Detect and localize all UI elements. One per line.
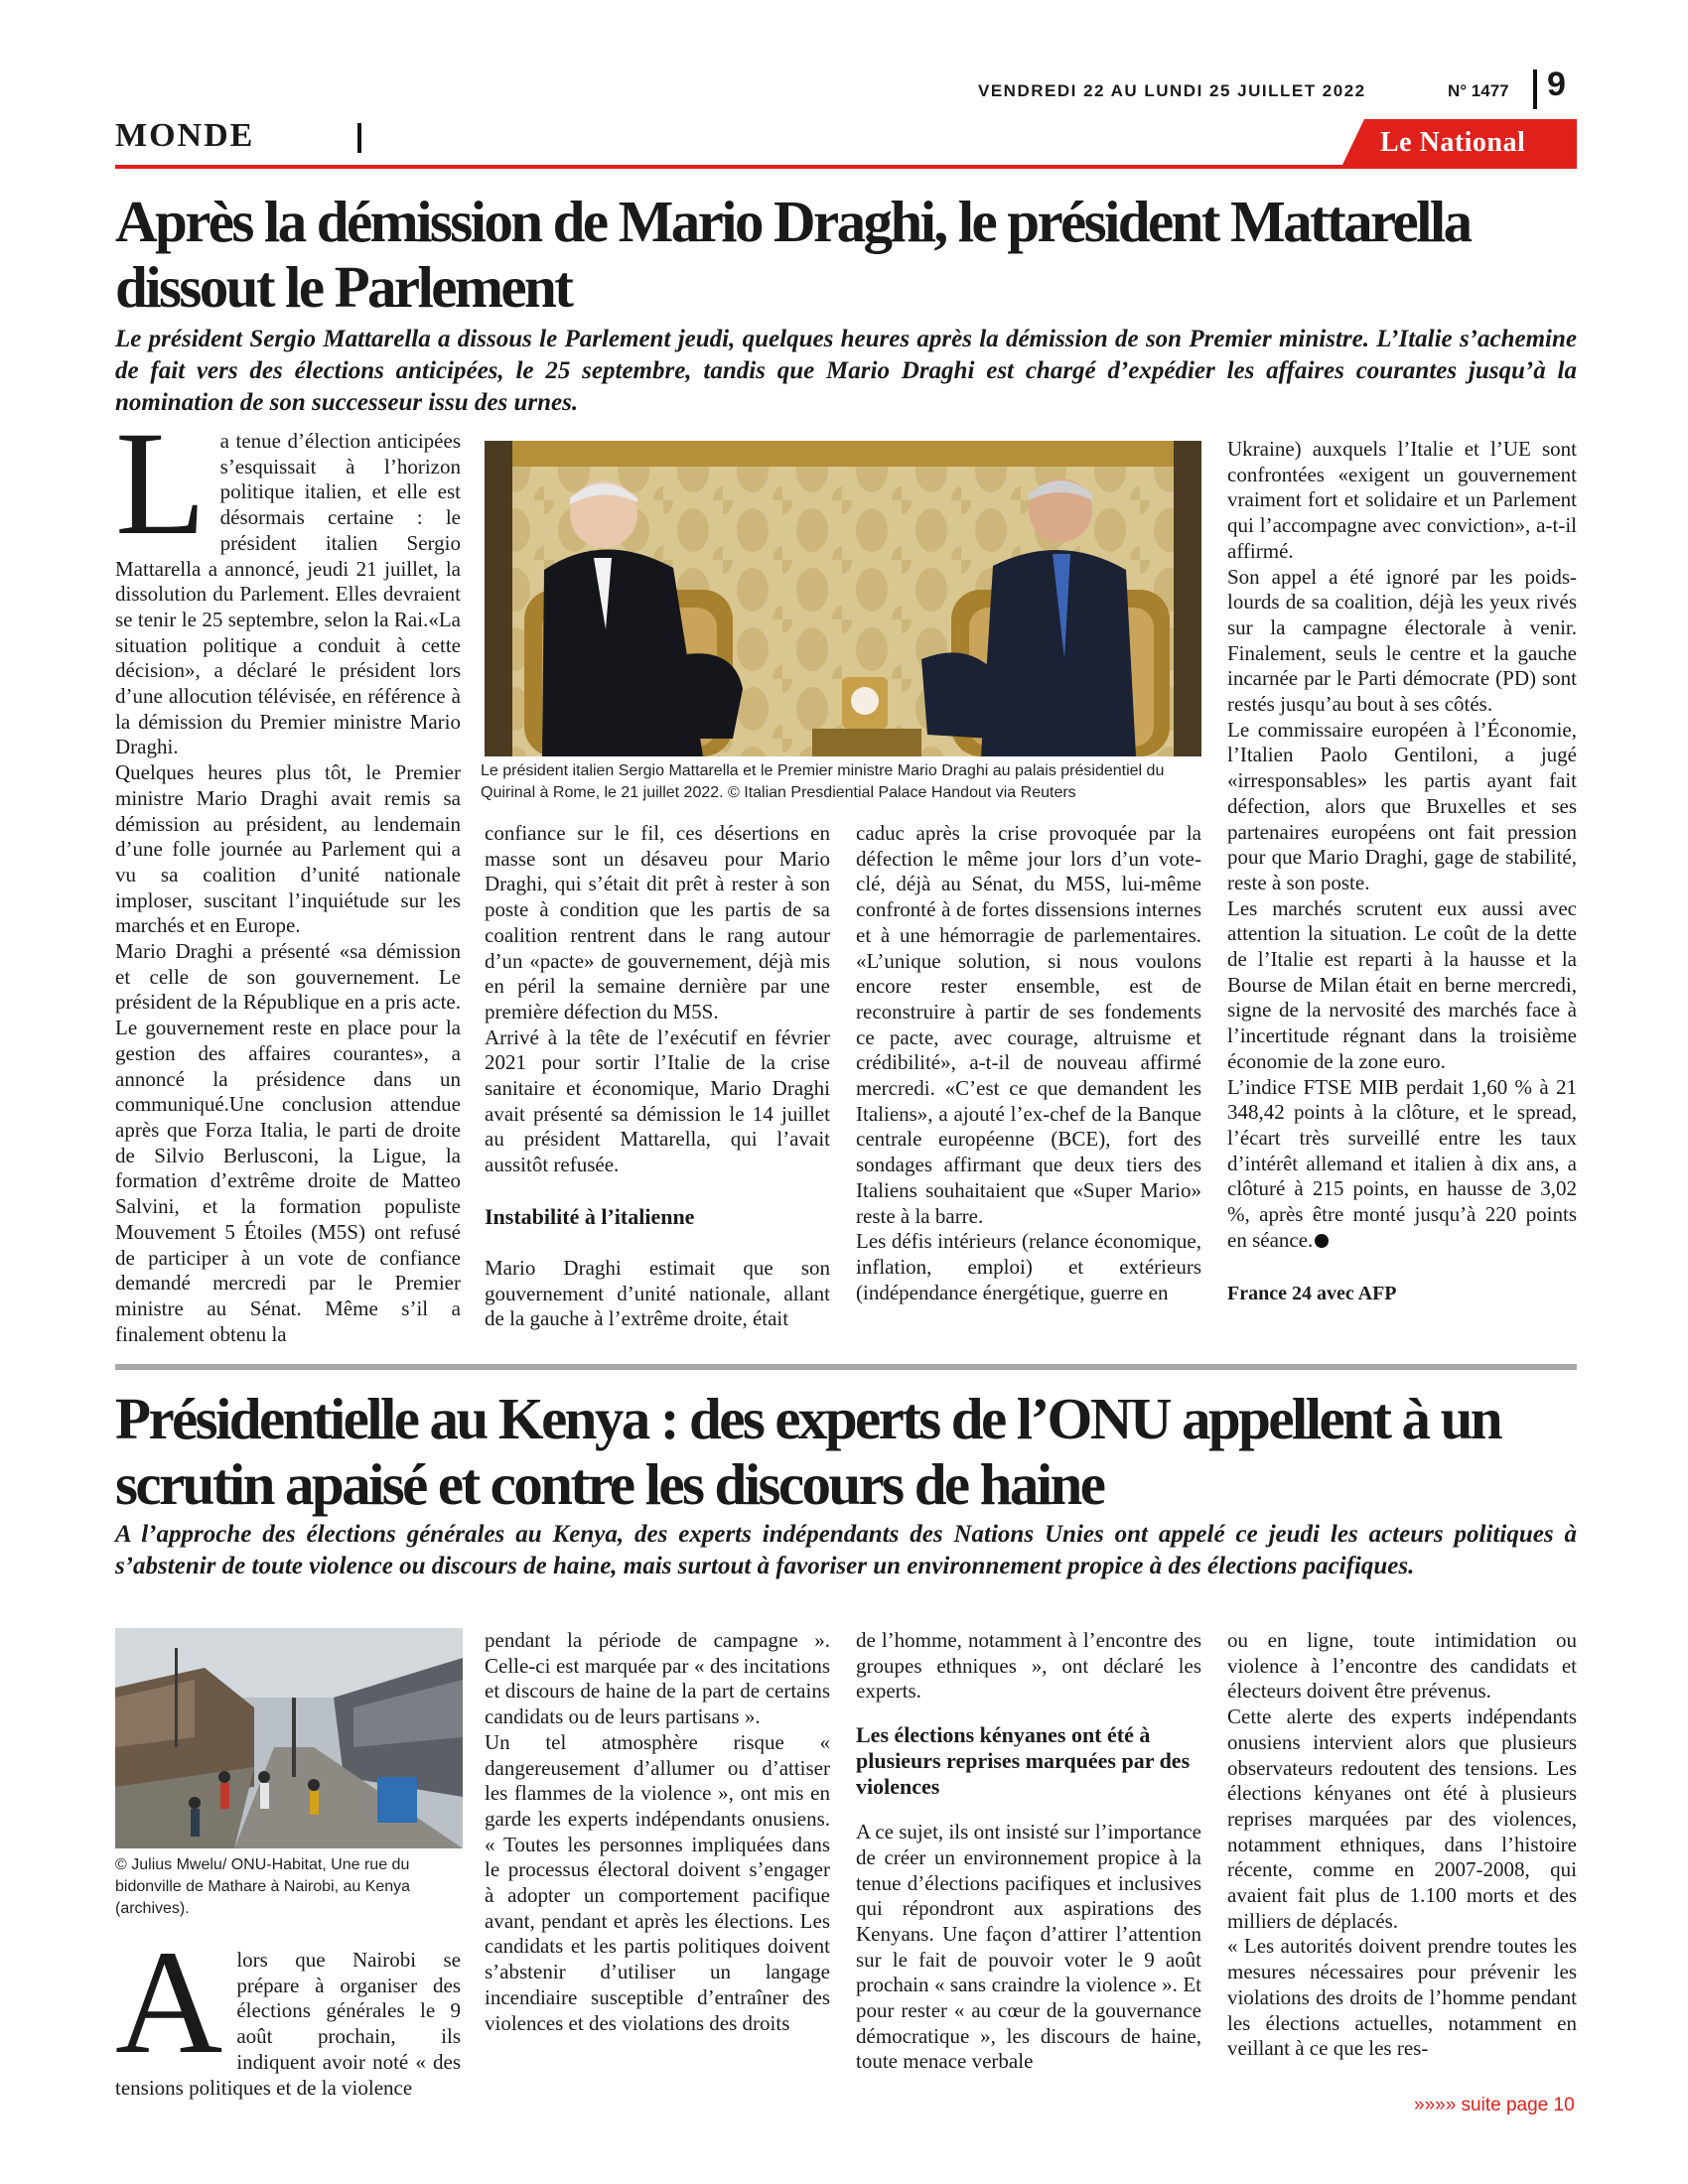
article1-col4-paragraph: Son appel a été ignoré par les poids-lourds de sa coalition, déjà les yeux rivés sur la campagne électorale à venir. Finalement, seuls le centre et la gauche incarnée par le Parti démocrate (PD) sont restés jusqu’au bout à ses côtés. bbox=[1227, 564, 1577, 717]
article2-col4-paragraph: Cette alerte des experts indépendants onusiens intervient alors que plusieurs observateurs redoutent des tensions. Les élections kényanes ont été à plusieurs reprises marquées par des violences, notamment ethniques, dans l’histoire récente, comme en 2007-2008, qui avaient fait plus de 1.100 morts et des milliers de déplacés. bbox=[1227, 1705, 1577, 1933]
article1-photo bbox=[485, 441, 1201, 756]
header-divider bbox=[1533, 69, 1537, 109]
section-label: MONDE bbox=[115, 117, 255, 154]
article1-lede: Le président Sergio Mattarella a dissous le Parlement jeudi, quelques heures après la démission de son Premier ministre. L’Italie s’achemine de fait vers des élections anticipées, le 25 septembre, tandis que Mario Draghi est chargé d’expédier les affaires courantes jusqu’à la nomination de son successeur issu des urnes. bbox=[115, 326, 1577, 416]
article2-column-2 bbox=[485, 1628, 830, 2036]
header-rule bbox=[115, 165, 1577, 169]
article2-col3-paragraph: de l’homme, notamment à l’encontre des groupes ethniques », ont déclaré les experts. bbox=[856, 1628, 1201, 1704]
article-separator bbox=[115, 1364, 1577, 1370]
article1-column-3 bbox=[856, 821, 1201, 1305]
article2-column-3 bbox=[856, 1628, 1201, 2075]
article2-col1-text: lors que Nairobi se prépare à organiser des élections générales le 9 août prochain, ils indiquent avoir noté « des tensions politiques et de la violence bbox=[115, 1948, 461, 2100]
edition-date: VENDREDI 22 AU LUNDI 25 JUILLET 2022 bbox=[978, 81, 1366, 100]
end-of-article-icon bbox=[1315, 1234, 1329, 1248]
article2-photo bbox=[115, 1628, 463, 1848]
article2-subhead: Les élections kényanes ont été à plusieurs reprises marquées par des violences bbox=[856, 1722, 1191, 1800]
article2-column-4 bbox=[1227, 1628, 1577, 2062]
article2-title: Présidentielle au Kenya : des experts de l’ONU appellent à un scrutin apaisé et contre les discours de haine bbox=[115, 1386, 1500, 1517]
photo-mathare-street bbox=[115, 1628, 463, 1848]
article2-col4-paragraph: ou en ligne, toute intimidation ou violence à l’encontre des candidats et électeurs doivent être prévenus. bbox=[1227, 1628, 1577, 1704]
issue-number: N° 1477 bbox=[1448, 81, 1509, 100]
article2-column-1 bbox=[115, 1920, 461, 2101]
article1-col4-paragraph: Ukraine) auxquels l’Italie et l’UE sont confrontées «exigent un gouvernement vraiment fort et solidaire et un Parlement qui l’accompagne avec conviction», a-t-il affirmé. bbox=[1227, 437, 1577, 563]
article1-col3-paragraph: caduc après la crise provoquée par la défection le même jour lors d’un vote-clé, déjà au Sénat, du M5S, lui-même confronté à de fortes dissensions internes et à une hémorragie de parlementaires. «L’unique solution, si nous voulons encore rester ensemble, est de reconstruire à partir de ses fondements ce pacte, avec courage, altruisme et crédibilité», a-t-il de nouveau affirmé mercredi. «C’est ce que demandent les Italiens», a ajouté l’ex-chef de la Banque centrale européenne (BCE), fort des sondages affirmant que deux tiers des Italiens souhaitaient que «Super Mario» reste à la barre. bbox=[856, 821, 1201, 1228]
article2-col4-paragraph: « Les autorités doivent prendre toutes les mesures nécessaires pour prévenir les violations des droits de l’homme pendant les élections actuelles, notamment en veillant à ce que les res- bbox=[1227, 1934, 1577, 2061]
article1-signature: France 24 avec AFP bbox=[1227, 1282, 1397, 1304]
article1-col4-paragraph: Le commissaire européen à l’Économie, l’Italien Paolo Gentiloni, a jugé «irresponsables» les partis ayant fait défection, alors que Bruxelles et ses partenaires européens ont fait pression pour que Mario Draghi, gage de stabilité, reste à son poste. bbox=[1227, 717, 1577, 894]
article2-lede: A l’approche des élections générales au Kenya, des experts indépendants des Nations Unies ont appelé ce jeudi les acteurs politiques à s’abstenir de toute violence ou discours de haine, mais surtout à favoriser un environnement propice à des élections pacifiques. bbox=[115, 1521, 1577, 1579]
brand-name: Le National bbox=[1380, 127, 1526, 158]
article1-col1-text: a tenue d’élection anticipées s’esquissait à l’horizon politique italien, et elle est désormais certaine : le président italien Sergio Mattarella a annoncé, jeudi 21 juillet, la dissolution du Parlement. Elles devraient se tenir le 25 septembre, selon la Rai.«La situation politique a conduit à cette décision», a déclaré le président lors d’une allocution télévisée, en référence à la démission du Premier ministre Mario Draghi. bbox=[115, 429, 461, 759]
article1-title: Après la démission de Mario Draghi, le président Mattarella dissout le Parlement bbox=[115, 189, 1471, 320]
article2-col2-paragraph: Un tel atmosphère risque « dangereusement d’allumer ou d’attiser les flammes de la violence », ont mis en garde les experts indépendants onusiens. « Toutes les personnes impliquées dans le processus électoral doivent s’engager à adopter un comportement pacifique avant, pendant et après les élections. Les candidats et les partis politiques doivent s’abstenir d’utiliser un langage incendiaire susceptible d’entraîner des violences et des violations des droits bbox=[485, 1729, 830, 2035]
article1-column-1 bbox=[115, 401, 461, 1347]
article1-col1-paragraph: Mario Draghi a présenté «sa démission et celle de son gouvernement. Le président de la République en a pris acte. Le gouvernement reste en place pour la gestion des affaires courantes», a annoncé la présidence dans un communiqué.Une conclusion attendue après que Forza Italia, le parti de droite de Silvio Berlusconi, la Ligue, la formation d’extrême droite de Matteo Salvini, et la formation populiste Mouvement 5 Étoiles (M5S) ont refusé de participer à un vote de confiance demandé mercredi par le Premier ministre au Sénat. Même s’il a finalement obtenu la bbox=[115, 939, 461, 1346]
article1-col3-paragraph: Les défis intérieurs (relance économique, inflation, emploi) et extérieurs (indépendance énergétique, guerre en bbox=[856, 1229, 1201, 1304]
article1-column-2 bbox=[485, 821, 830, 1332]
article2-col3-paragraph: A ce sujet, ils ont insisté sur l’importance de créer un environnement propice à la tenue d’élections pacifiques et inclusives qui répondront aux aspirations des Kenyans. Une façon d’attirer l’attention sur le fait de pouvoir voter le 9 août prochain « sans craindre la violence ». Et pour rester « au cœur de la gouvernance démocratique », les discours de haine, toute menace verbale bbox=[856, 1820, 1201, 2074]
article2-col2-paragraph: pendant la période de campagne ». Celle-ci est marquée par « des incitations et discours de haine de la part de certains candidats ou de leurs partisans ». bbox=[485, 1628, 830, 1729]
article2-photo-caption: © Julius Mwelu/ ONU-Habitat, Une rue du bidonville de Mathare à Nairobi, au Kenya (archives). bbox=[115, 1856, 411, 1917]
page-number: 9 bbox=[1547, 66, 1566, 103]
article1-col2-paragraph: Arrivé à la tête de l’exécutif en février 2021 pour sortir l’Italie de la crise sanitaire et économique, Mario Draghi avait présenté sa démission le 14 juillet au président Mattarella, qui l’avait aussitôt refusée. bbox=[485, 1024, 830, 1177]
section-divider bbox=[357, 123, 361, 153]
article1-col1-paragraph: Quelques heures plus tôt, le Premier ministre Mario Draghi avait remis sa démission au président, au lendemain d’une folle journée au Parlement qui a vu sa coalition d’unité nationale imploser, suscitant l’inquiétude sur les marchés et en Europe. bbox=[115, 760, 461, 938]
article2-dropcap: A bbox=[115, 1920, 223, 2085]
article1-dropcap: L bbox=[115, 401, 207, 566]
article1-subhead: Instabilité à l’italienne bbox=[485, 1203, 695, 1229]
article1-col2-paragraph: Mario Draghi estimait que son gouvernement d’unité nationale, allant de la gauche à l’extrême droite, était bbox=[485, 1255, 830, 1331]
article1-column-4 bbox=[1227, 437, 1577, 1306]
article1-photo-caption: Le président italien Sergio Mattarella et le Premier ministre Mario Draghi au palais présidentiel du Quirinal à Rome, le 21 juillet 2022. © Italian Presdiential Palace Handout via Reuters bbox=[481, 762, 1165, 801]
article1-col2-paragraph: confiance sur le fil, ces désertions en masse sont un désaveu pour Mario Draghi, qui s’était dit prêt à rester à son poste à condition que les partis de sa coalition rentrent dans le rang autour d’un «pacte» de gouvernement, déjà mis en péril la semaine dernière par une première défection du M5S. bbox=[485, 821, 830, 1024]
photo-mattarella-draghi bbox=[485, 441, 1201, 756]
article1-col4-paragraph: Les marchés scrutent eux aussi avec attention la situation. Le coût de la dette de l’Italie est reparti à la hausse et la Bourse de Milan était en berne mercredi, signe de la nervosité des marchés face à l’incertitude régnant dans la troisième économie de la zone euro. bbox=[1227, 895, 1577, 1073]
continued-link[interactable]: »»»» suite page 10 bbox=[1414, 2095, 1575, 2116]
article1-col4-paragraph: L’indice FTSE MIB perdait 1,60 % à 21 348,42 points à la clôture, et le spread, l’écart très surveillé entre les taux d’intérêt allemand et italien à dix ans, a clôturé à 215 points, en hausse de 3,02 %, après être monté jusqu’à 220 points en séance. bbox=[1227, 1074, 1577, 1252]
